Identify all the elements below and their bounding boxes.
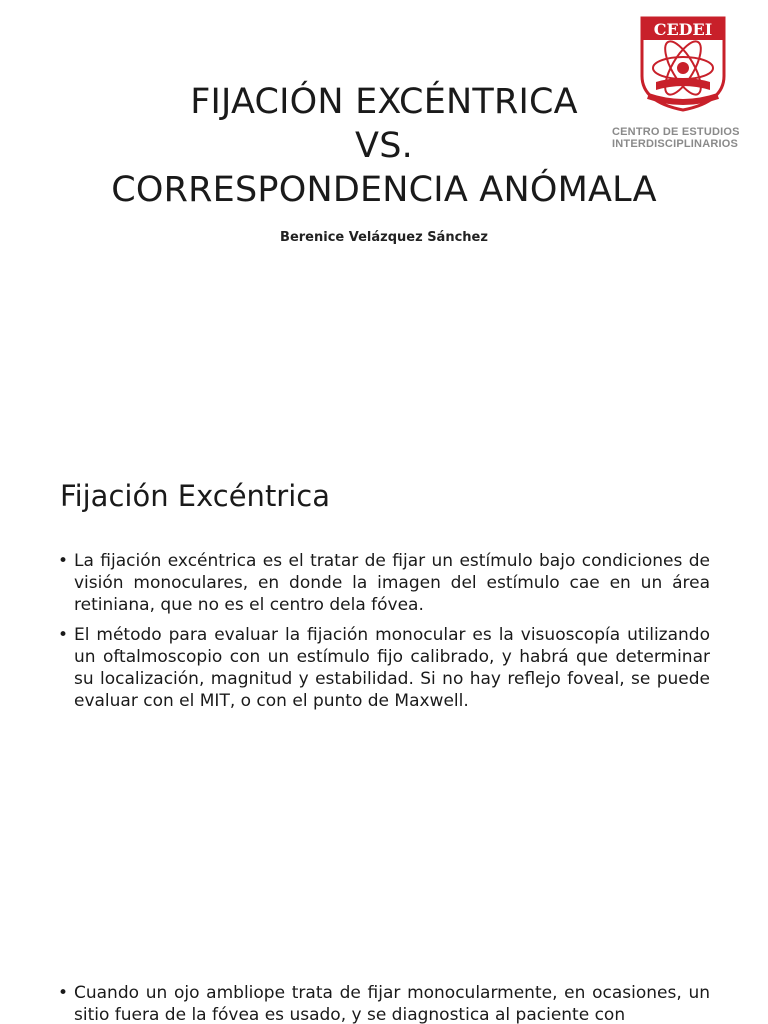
list-item bbox=[58, 624, 710, 712]
bullet-text: El método para evaluar la fijación monocular es la visuoscopía utilizando un oftalmoscopio con un estímulo fijo calibrado, y habrá que determinar su localización, magnitud y estabilidad. Si no hay reflejo foveal, se puede evaluar con el MIT, o con el punto de Maxwell. bbox=[74, 625, 710, 711]
logo-text: CEDEI bbox=[653, 20, 713, 39]
list-item bbox=[58, 982, 710, 1024]
title-line-3: CORRESPONDENCIA ANÓMALA bbox=[111, 170, 657, 210]
bullet-list bbox=[58, 550, 710, 720]
bullet-icon: • bbox=[58, 625, 69, 645]
bullet-text: La fijación excéntrica es el tratar de fijar un estímulo bajo condiciones de visión monoculares, en donde la imagen del estímulo cae en un área retiniana, que no es el centro dela fóvea. bbox=[74, 551, 710, 615]
title-slide bbox=[0, 0, 768, 432]
bullet-text: Cuando un ojo ambliope trata de fijar monocularmente, en ocasiones, un sitio fuera de la fóvea es usado, y se diagnostica al paciente con bbox=[74, 983, 710, 1024]
logo-caption-line-1: CENTRO DE ESTUDIOS bbox=[612, 126, 740, 138]
bullet-icon: • bbox=[58, 983, 69, 1003]
author-name: Berenice Velázquez Sánchez bbox=[280, 230, 488, 245]
title-line-1: FIJACIÓN EXCÉNTRICA bbox=[190, 82, 578, 122]
list-item bbox=[58, 550, 710, 616]
bullet-list-continued bbox=[58, 982, 710, 1024]
title-line-2: VS. bbox=[355, 126, 413, 166]
logo-caption-line-2: INTERDISCIPLINARIOS bbox=[612, 138, 739, 150]
logo-caption bbox=[612, 126, 762, 150]
section-heading: Fijación Excéntrica bbox=[60, 479, 331, 513]
content-slide bbox=[0, 432, 768, 1024]
bullet-icon: • bbox=[58, 551, 69, 571]
cedei-logo bbox=[638, 12, 728, 112]
